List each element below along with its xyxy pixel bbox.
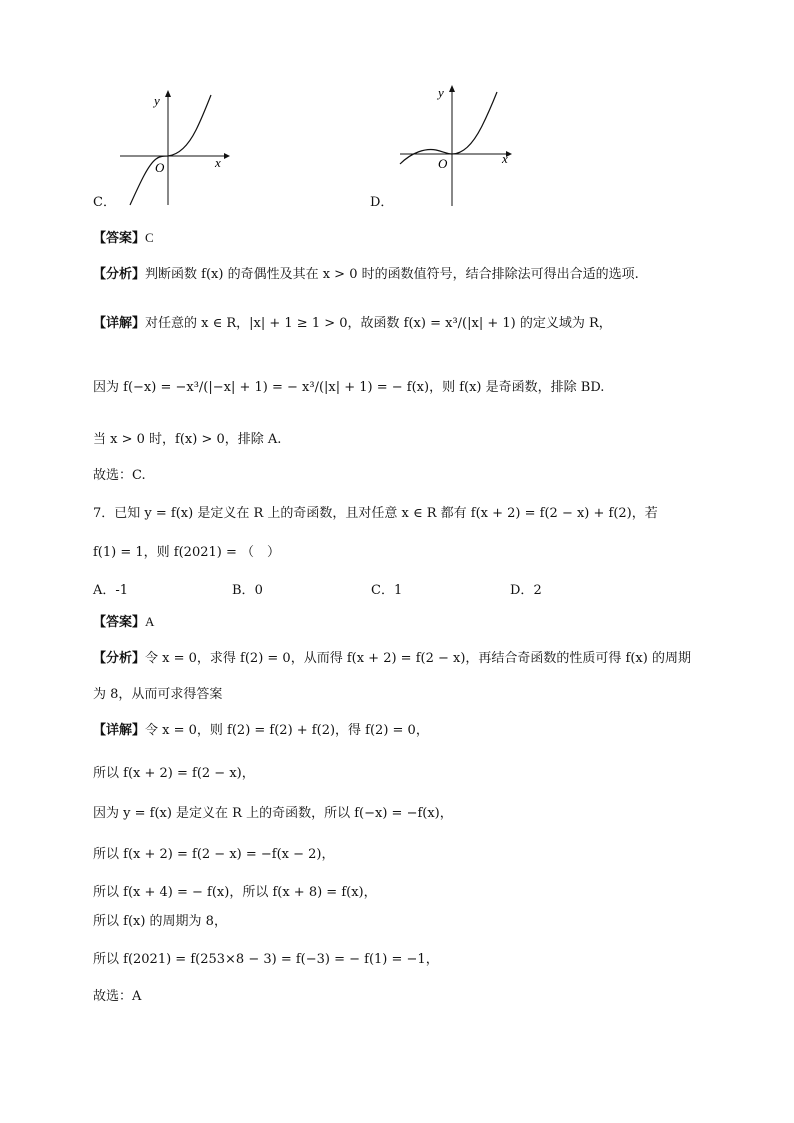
option-label: A． <box>93 583 116 598</box>
option-value: 0 <box>254 583 263 598</box>
q7-step: 所以 f(x) 的周期为 8， <box>93 914 227 929</box>
q7-option-b <box>232 583 263 599</box>
detail-tag: 【详解】 <box>93 316 146 331</box>
y-axis-arrow <box>165 90 171 97</box>
q7-detail <box>93 723 429 739</box>
option-label: D． <box>510 583 534 598</box>
graph-curve <box>400 92 497 164</box>
y-axis-label: y <box>154 93 160 108</box>
option-d-label: D． <box>370 195 394 210</box>
analysis-tag: 【分析】 <box>93 267 146 282</box>
x-axis-arrow <box>224 153 230 159</box>
q6-detail <box>93 316 612 332</box>
origin-label: O <box>155 160 165 175</box>
option-c-label: C． <box>93 195 116 210</box>
q7-step: 因为 y = f(x) 是定义在 R 上的奇函数，所以 f(−x) = −f(x)， <box>93 806 453 821</box>
q7-analysis-line-2: 为 8，从而可求得答案 <box>93 687 223 702</box>
y-axis-label: y <box>438 85 444 100</box>
q7-option-a <box>93 583 128 599</box>
graph-option-c <box>112 85 242 210</box>
x-axis-label: x <box>502 151 508 166</box>
q6-conclusion: 故选：C. <box>93 468 146 483</box>
q7-stem-line-2: f(1) = 1，则 f(2021) = （ ） <box>93 545 280 560</box>
analysis-text: 令 x = 0，求得 f(2) = 0，从而得 f(x + 2) = f(2 − x)，再结合奇函数的性质可得 f(x) 的周期 <box>145 651 691 666</box>
answer-tag: 【答案】 <box>93 231 146 246</box>
analysis-text: 判断函数 f(x) 的奇偶性及其在 x > 0 时的函数值符号，结合排除法可得出合适的选项. <box>145 267 639 282</box>
answer-tag: 【答案】 <box>93 615 146 630</box>
q6-answer <box>93 230 154 247</box>
graph-option-d <box>392 80 522 210</box>
detail-text: 令 x = 0，则 f(2) = f(2) + f(2)，得 f(2) = 0， <box>145 723 429 738</box>
q7-stem-line-1: 7．已知 y = f(x) 是定义在 R 上的奇函数，且对任意 x ∈ R 都有 f(x + 2) = f(2 − x) + f(2)，若 <box>93 506 658 521</box>
x-axis-label: x <box>215 155 221 170</box>
detail-text: 对任意的 x ∈ R，|x| + 1 ≥ 1 > 0，故函数 f(x) = x³/(|x| + 1) 的定义域为 R， <box>145 316 612 331</box>
origin-label: O <box>438 156 448 171</box>
q7-analysis-line-1 <box>93 651 691 667</box>
q7-option-d <box>510 583 542 599</box>
graph-curve <box>130 95 211 205</box>
q7-answer <box>93 614 154 631</box>
q7-conclusion: 故选：A <box>93 989 142 1004</box>
q7-step: 所以 f(2021) = f(253×8 − 3) = f(−3) = − f(1) = −1， <box>93 952 439 967</box>
y-axis-arrow <box>449 85 455 92</box>
analysis-tag: 【分析】 <box>93 651 146 666</box>
q6-analysis <box>93 267 639 283</box>
q6-odd-function-line: 因为 f(−x) = −x³/(|−x| + 1) = − x³/(|x| + 1) = − f(x)，则 f(x) 是奇函数，排除 BD. <box>93 380 605 395</box>
option-label: C． <box>371 583 394 598</box>
option-value: 2 <box>533 583 542 598</box>
answer-value: C <box>145 230 154 245</box>
q7-step: 所以 f(x + 4) = − f(x)，所以 f(x + 8) = f(x)， <box>93 885 377 900</box>
detail-tag: 【详解】 <box>93 723 146 738</box>
q7-step: 所以 f(x + 2) = f(2 − x)， <box>93 766 255 781</box>
option-value: -1 <box>115 583 129 598</box>
q6-positive-line: 当 x > 0 时，f(x) > 0，排除 A. <box>93 432 282 447</box>
option-value: 1 <box>393 583 403 598</box>
q7-option-c <box>371 583 402 599</box>
option-label: B． <box>232 583 255 598</box>
q7-step: 所以 f(x + 2) = f(2 − x) = −f(x − 2)， <box>93 847 335 862</box>
answer-value: A <box>145 614 155 629</box>
